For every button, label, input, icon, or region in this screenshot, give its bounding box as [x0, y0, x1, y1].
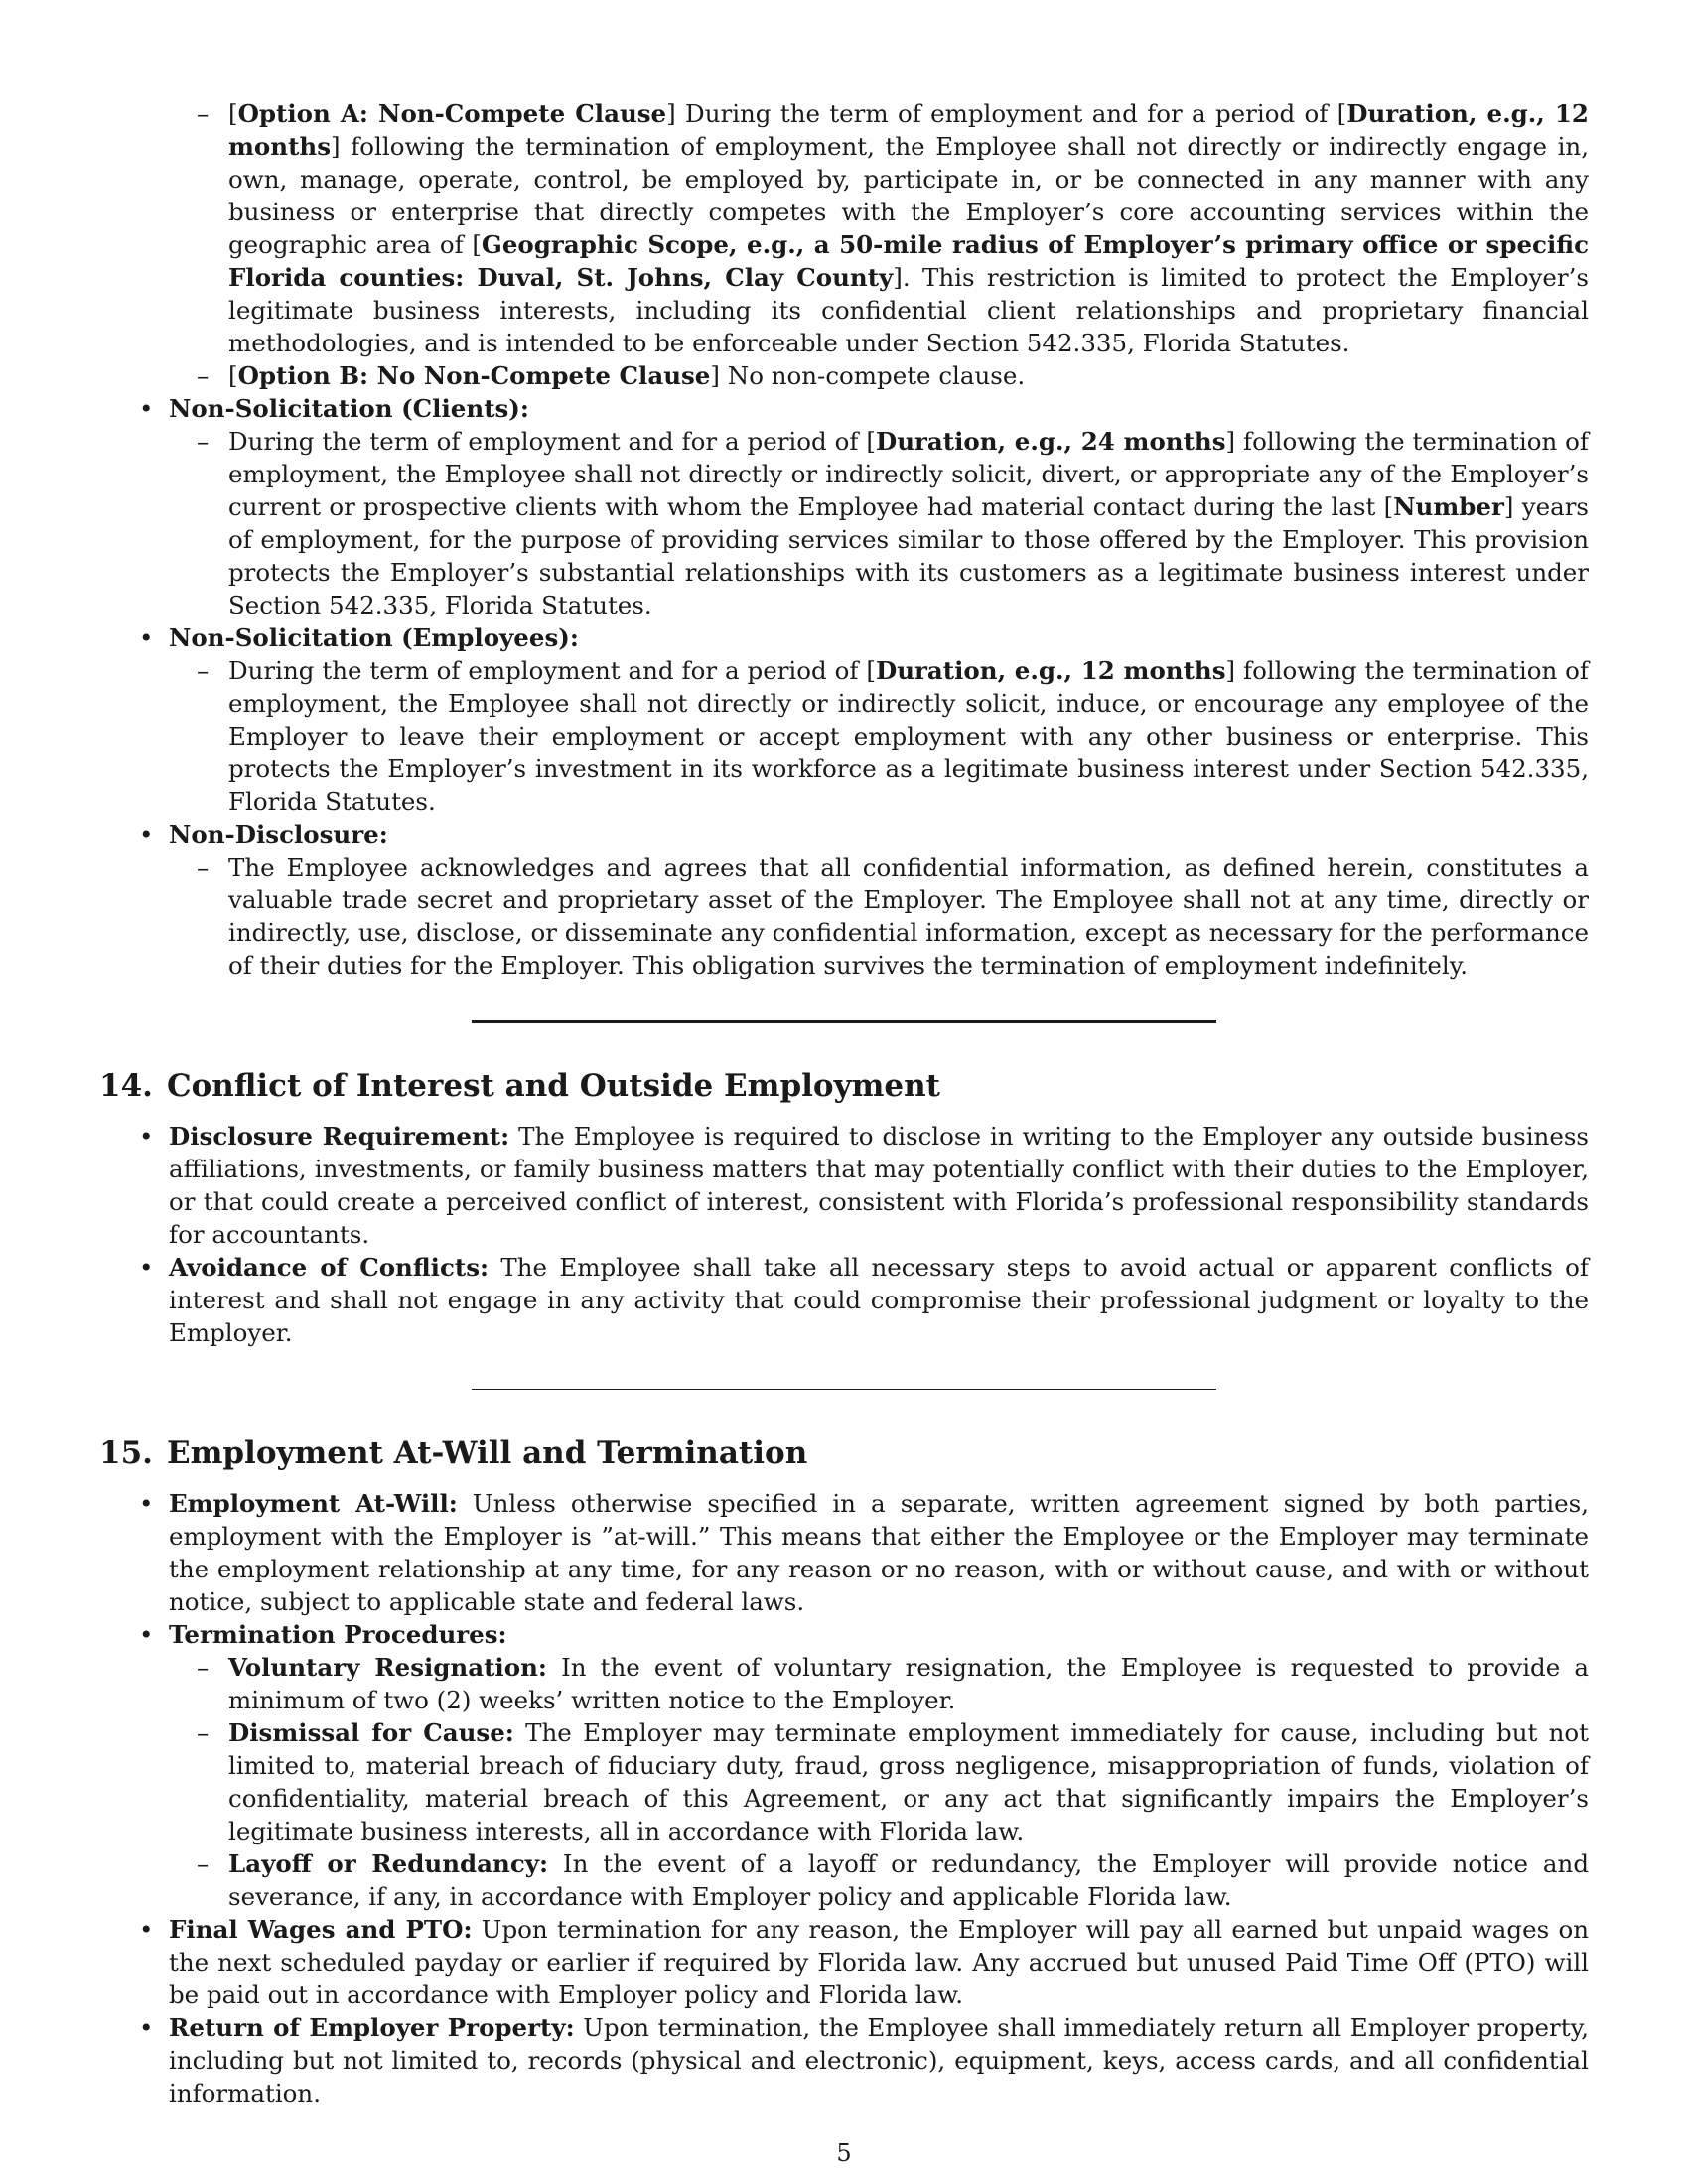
bullet: •: [139, 394, 154, 423]
item-heading: Non-Solicitation (Employees):: [169, 623, 579, 652]
list-item: [99, 1487, 1589, 1618]
noncompete-options: [99, 97, 1589, 392]
item-text: following the termination of employment, the Employee shall not directly or indirectly solicit, induce, or encourage any employee of the Employer to leave their employment or accept employment with any other business or enterprise. This protects the Employer’s investment in its workforce as a legitimate business interest under Section 542.335, Florida Statutes.: [228, 656, 1589, 816]
restrictive-covenants-list: [99, 392, 1589, 982]
option-a-text: . This restriction is limited to protect the Employer’s legitimate business interests, including its confidential client relationships and proprietary financial methodologies, and is intended to be enforceable under Section 542.335, Florida Statutes.: [228, 263, 1589, 357]
dash-bullet: –: [197, 361, 210, 390]
list-item: – During the term of employment and for a period of [Duration, e.g., 12 months] following the termination of employment, the Employee shall not directly or indirectly solicit, induce, or encourage any employee of the Employer to leave their employment or accept employment with any other business or enterprise. This protects the Employer’s investment in its workforce as a legitimate business interest under Section 542.335, Florida Statutes.: [197, 656, 1589, 816]
item-text: Upon termination for any reason, the Employer will pay all earned but unpaid wages on the next scheduled payday or earlier if required by Florida law. Any accrued but unused Paid Time Off (PTO) will be paid out in accordance with Employer policy and Florida law.: [169, 1915, 1589, 2009]
list-item: [169, 851, 1589, 982]
section-title: Employment At-Will and Termination: [166, 1435, 808, 1471]
list-item: [99, 392, 1589, 621]
number-placeholder: Number: [1393, 492, 1504, 521]
list-item: [99, 1251, 1589, 1349]
item-text: Upon termination, the Employee shall immediately return all Employer property, including but not limited to, records (physical and electronic), equipment, keys, access cards, and all confidential information.: [169, 2013, 1589, 2108]
item-heading: Voluntary Resignation:: [228, 1653, 547, 1682]
bullet: •: [139, 1253, 154, 1282]
dash-bullet: –: [197, 656, 210, 685]
list-item: [99, 621, 1589, 818]
item-text: The Employer may terminate employment immediately for cause, including but not limited to, material breach of fiduciary duty, fraud, gross negligence, misappropriation of funds, violation of confidentiality, material breach of this Agreement, or any act that significantly impairs the Employer’s legitimate business interests, all in accordance with Florida law.: [228, 1718, 1590, 1845]
item-text: During the term of employment and for a period of: [228, 656, 867, 685]
list-item: [99, 1618, 1589, 1913]
option-a-scope: Geographic Scope, e.g., a 50-mile radius of Employer’s primary office or specific Florida counties: Duval, St. Johns, Clay County: [228, 230, 1589, 292]
item-heading: Termination Procedures:: [169, 1620, 507, 1649]
dash-bullet: –: [197, 1653, 210, 1682]
list-item: [99, 818, 1589, 982]
item-heading: Non-Solicitation (Clients):: [169, 394, 529, 423]
item-text: The Employee is required to disclose in writing to the Employer any outside business affiliations, investments, or family business matters that may potentially conflict with their duties to the Employer, or that could create a perceived conflict of interest, consistent with Florida’s professional responsibility standards for accountants.: [169, 1122, 1589, 1249]
section-14-heading: [99, 1066, 1589, 1106]
item-heading: Layoff or Redundancy:: [228, 1849, 549, 1878]
item-heading: Return of Employer Property:: [169, 2013, 575, 2042]
section-divider: [472, 1020, 1216, 1023]
section-title: Conflict of Interest and Outside Employment: [166, 1068, 940, 1104]
section-15-heading: [99, 1433, 1589, 1473]
section-14-list: [99, 1120, 1589, 1349]
page-content: [99, 97, 1589, 2110]
bullet: •: [139, 1489, 154, 1518]
item-text: years of employment, for the purpose of providing services similar to those offered by the Employer. This provision protects the Employer’s substantial relationships with its customers as a legitimate business interest under Section 542.335, Florida Statutes.: [228, 492, 1589, 619]
item-heading: Disclosure Requirement:: [169, 1122, 510, 1151]
dash-bullet: –: [197, 1718, 210, 1747]
dash-bullet: –: [197, 99, 210, 128]
sublist: [169, 654, 1589, 818]
sublist: [169, 1651, 1589, 1913]
dash-bullet: –: [197, 1849, 210, 1878]
sublist: [169, 851, 1589, 982]
list-item: [169, 1716, 1589, 1847]
item-text: Unless otherwise specified in a separate, written agreement signed by both parties, employment with the Employer is ”at-will.” This means that either the Employee or the Employer may terminate the employment relationship at any time, for any reason or no reason, with or without cause, and with or without notice, subject to applicable state and federal laws.: [169, 1489, 1589, 1616]
item-heading: Avoidance of Conflicts:: [169, 1253, 490, 1282]
item-heading: Employment At-Will:: [169, 1489, 458, 1518]
option-a-label: Option A: Non-Compete Clause: [237, 99, 667, 128]
item-text: During the term of employment and for a period of: [228, 427, 867, 456]
option-b-text: No non-compete clause.: [719, 361, 1026, 390]
bullet: •: [139, 1122, 154, 1151]
item-text: The Employee shall take all necessary steps to avoid actual or apparent conflicts of interest and shall not engage in any activity that could compromise their professional judgment or loyalty to the Employer.: [169, 1253, 1590, 1347]
section-15-list: [99, 1487, 1589, 2110]
sublist: [169, 425, 1589, 621]
option-a-text: following the termination of employment, the Employee shall not directly or indirectly engage in, own, manage, operate, control, be employed by, participate in, or be connected in any manner with any business or enterprise that directly competes with the Employer’s core accounting services within the geographic area of: [228, 132, 1589, 259]
item-heading: Non-Disclosure:: [169, 820, 388, 849]
item-text: following the termination of employment, the Employee shall not directly or indirectly solicit, divert, or appropriate any of the Employer’s current or prospective clients with whom the Employee had material contact during the last: [228, 427, 1589, 521]
bullet: •: [139, 2013, 154, 2042]
bullet: •: [139, 1620, 154, 1649]
list-item: [169, 1651, 1589, 1716]
item-text: In the event of voluntary resignation, the Employee is requested to provide a minimum of two (2) weeks’ written notice to the Employer.: [228, 1653, 1589, 1714]
bullet: •: [139, 1915, 154, 1944]
item-text: The Employee acknowledges and agrees that all confidential information, as defined herein, constitutes a valuable trade secret and proprietary asset of the Employer. The Employee shall not at any time, directly or indirectly, use, disclose, or disseminate any confidential information, except as necessary for the performance of their duties for the Employer. This obligation survives the termination of employment indefinitely.: [228, 853, 1589, 980]
duration-placeholder: Duration, e.g., 24 months: [875, 427, 1226, 456]
list-item: – During the term of employment and for a period of [Duration, e.g., 24 months] following the termination of employment, the Employee shall not directly or indirectly solicit, divert, or appropriate any of the Employer’s current or prospective clients with whom the Employee had material contact during the last [Number] years of employment, for the purpose of providing services similar to those offered by the Employer. This provision protects the Employer’s substantial relationships with its customers as a legitimate business interest under Section 542.335, Florida Statutes.: [197, 427, 1589, 619]
item-text: In the event of a layoff or redundancy, the Employer will provide notice and severance, if any, in accordance with Employer policy and applicable Florida law.: [228, 1849, 1590, 1911]
list-item: [99, 1913, 1589, 2011]
list-item: [99, 1120, 1589, 1251]
list-item: – [Option B: No Non-Compete Clause] No non-compete clause.: [197, 361, 1026, 390]
duration-placeholder: Duration, e.g., 12 months: [875, 656, 1226, 685]
option-a-duration: Duration, e.g., 12 months: [228, 99, 1589, 161]
option-a-text: During the term of employment and for a period of: [675, 99, 1337, 128]
bullet: •: [139, 623, 154, 652]
section-number: 14.: [99, 1068, 153, 1104]
bullet: •: [139, 820, 154, 849]
list-item: [99, 2011, 1589, 2110]
dash-bullet: –: [197, 427, 210, 456]
list-item: – [Option A: Non-Compete Clause] During the term of employment and for a period of [Duration, e.g., 12 months] following the termination of employment, the Employee shall not directly or indirectly engage in, own, manage, operate, control, be employed by, participate in, or be connected in any manner with any business or enterprise that directly competes with the Employer’s core accounting services within the geographic area of [Geographic Scope, e.g., a 50-mile radius of Employer’s primary office or specific Florida counties: Duval, St. Johns, Clay County]. This restriction is limited to protect the Employer’s legitimate business interests, including its confidential client relationships and proprietary financial methodologies, and is intended to be enforceable under Section 542.335, Florida Statutes.: [197, 99, 1589, 357]
item-heading: Dismissal for Cause:: [228, 1718, 514, 1747]
section-divider: [472, 1389, 1216, 1390]
list-item: [169, 1847, 1589, 1913]
option-b-label: Option B: No Non-Compete Clause: [237, 361, 711, 390]
section-number: 15.: [99, 1435, 153, 1471]
page-number: 5: [836, 2139, 852, 2167]
item-heading: Final Wages and PTO:: [169, 1915, 473, 1944]
dash-bullet: –: [197, 853, 210, 882]
